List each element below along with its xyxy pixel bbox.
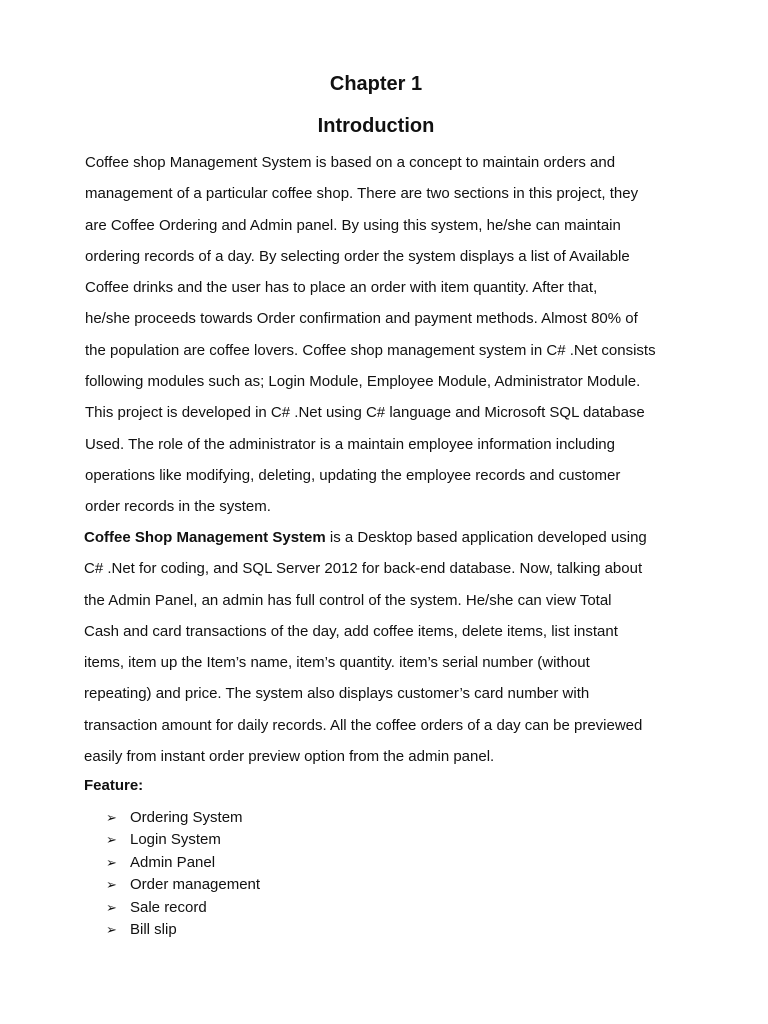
feature-item: [106, 874, 260, 897]
arrow-bullet-icon: ➢: [106, 832, 117, 848]
feature-item-label: Sale record: [130, 898, 207, 916]
feature-item-label: Ordering System: [130, 808, 243, 826]
feature-item: [106, 919, 260, 942]
bold-system-name: Coffee Shop Management System: [84, 529, 326, 546]
feature-heading: Feature:: [84, 777, 144, 794]
description-body: C# .Net for coding, and SQL Server 2012 for back-end database. Now, talking about the Admin Panel, an admin has full control of the system. He/she can view Total Cash and card transactions of the day, add coffee items, delete items, list instant items, item up the Item’s name, item’s quantity. item’s serial number (without repeating) and price. The system also displays customer’s card number with transaction amount for daily records. All the coffee orders of a day can be previewed easily from instant order preview option from the admin panel.: [84, 560, 643, 766]
feature-item-label: Bill slip: [130, 921, 177, 939]
description-first-line-text: is a Desktop based application developed using: [325, 529, 647, 546]
arrow-bullet-icon: ➢: [106, 922, 117, 938]
intro-paragraph: Coffee shop Management System is based on a concept to maintain orders and management of a particular coffee shop. There are two sections in this project, they are Coffee Ordering and Admin panel. By using this system, he/she can maintain ordering records of a day. By selecting order the system displays a list of Available Coffee drinks and the user has to place an order with item quantity. After that, he/she proceeds towards Order confirmation and payment methods. Almost 80% of the population are coffee lovers. Coffee shop management system in C# .Net consists following modules such as; Login Module, Employee Module, Administrator Module. This project is developed in C# .Net using C# language and Microsoft SQL database Used. The role of the administrator is a maintain employee information including operations like modifying, deleting, updating the employee records and customer order records in the system.: [85, 154, 656, 516]
description-first-line: [84, 522, 714, 553]
description-paragraph: [84, 522, 714, 772]
feature-item: [106, 896, 260, 919]
feature-item: [106, 829, 260, 852]
arrow-bullet-icon: ➢: [106, 877, 117, 893]
arrow-bullet-icon: ➢: [106, 899, 117, 915]
feature-item: [106, 851, 260, 874]
feature-list: [106, 806, 260, 941]
chapter-heading: Chapter 1: [329, 73, 423, 95]
arrow-bullet-icon: ➢: [106, 854, 117, 870]
arrow-bullet-icon: ➢: [106, 809, 117, 825]
feature-item-label: Order management: [130, 876, 261, 894]
feature-item-label: Admin Panel: [130, 853, 216, 871]
feature-item-label: Login System: [130, 831, 221, 849]
feature-item: [106, 806, 260, 829]
page-title: Introduction: [317, 115, 435, 137]
